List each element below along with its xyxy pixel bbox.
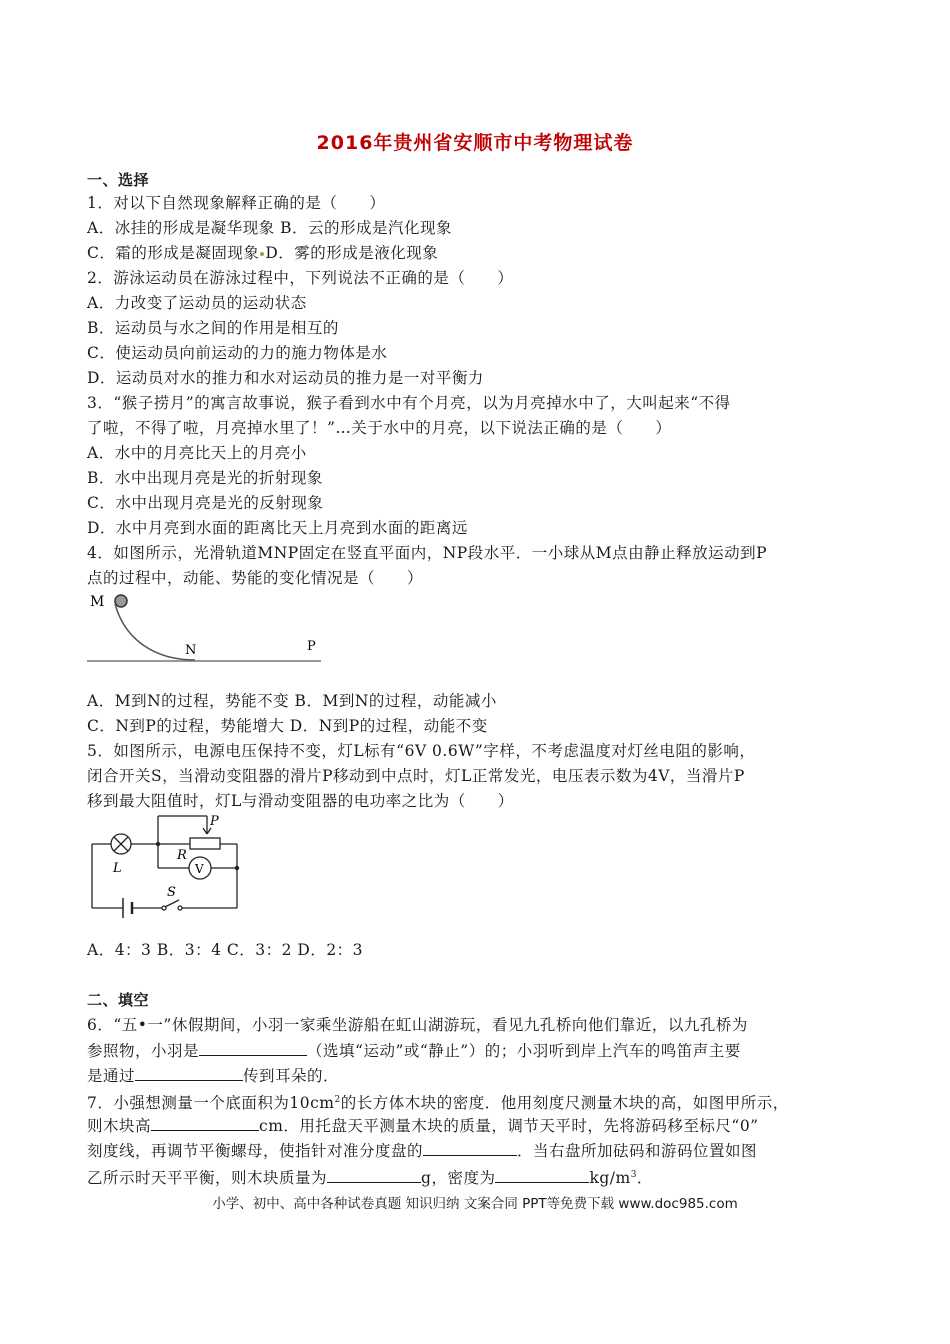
q1-stem: 1．对以下自然现象解释正确的是（ ） — [87, 194, 386, 212]
q7-answer-blank-density[interactable] — [495, 1167, 589, 1183]
q6-line2 — [87, 1040, 741, 1061]
q6-text: 传到耳朵的． — [243, 1067, 340, 1085]
q7-answer-blank-pointer[interactable] — [423, 1140, 517, 1156]
q6-line3 — [87, 1065, 339, 1086]
q1-option-c: C．霜的形成是凝固现象 — [87, 244, 260, 262]
q6-text: 参照物，小羽是 — [87, 1042, 200, 1060]
q7-answer-blank-height[interactable] — [151, 1115, 259, 1131]
q7-text: g，密度为 — [421, 1169, 496, 1188]
section-heading-choice: 一、选择 — [87, 171, 150, 189]
q5-options: A．4：3 B．3：4 C．3：2 D．2：3 — [87, 941, 364, 959]
track-diagram — [85, 590, 325, 665]
q7-text: ． — [636, 1169, 653, 1188]
curved-track — [115, 604, 195, 660]
q7-text: 则木块高 — [87, 1117, 152, 1135]
q3-option-a: A．水中的月亮比天上的月亮小 — [87, 444, 307, 462]
q3-stem-line2: 了啦，不得了啦，月亮掉水里了！”…关于水中的月亮，以下说法正确的是（ ） — [87, 419, 672, 437]
q7-line3 — [87, 1140, 757, 1161]
junction-dot — [235, 866, 239, 870]
q7-text: cm．用托盘天平测量木块的质量，调节天平时，先将游码移至标尺“0” — [259, 1117, 759, 1135]
label-m: M — [90, 594, 105, 610]
label-n: N — [185, 643, 197, 658]
q7-text: 乙所示时天平平衡，则木块质量为 — [87, 1169, 328, 1188]
label-v: V — [195, 862, 204, 876]
label-s: S — [167, 885, 176, 900]
page-footer: 小学、初中、高中各种试卷真题 知识归纳 文案合同 PPT等免费下载 www.doc985.com — [212, 1196, 738, 1212]
q2-option-c: C．使运动员向前运动的力的施力物体是水 — [87, 344, 388, 362]
q5-stem-line2: 闭合开关S，当滑动变阻器的滑片P移动到中点时，灯L正常发光，电压表示数为4V，当滑片P — [87, 767, 745, 785]
q6-text: 是通过 — [87, 1067, 136, 1085]
q3-stem-line1: 3．“猴子捞月”的寓言故事说，猴子看到水中有个月亮，以为月亮掉水中了，大叫起来“不得 — [87, 394, 731, 412]
label-p: P — [210, 814, 219, 829]
q7-text: 刻度线，再调节平衡螺母，使指针对准分度盘的 — [87, 1142, 424, 1160]
q7-line1 — [87, 1090, 789, 1113]
circuit-diagram — [85, 812, 250, 922]
q7-text: kg/m — [589, 1169, 631, 1188]
q3-option-c: C．水中出现月亮是光的反射现象 — [87, 494, 324, 512]
q2-option-b: B．运动员与水之间的作用是相互的 — [87, 319, 339, 337]
q5-stem-line1: 5．如图所示，电源电压保持不变，灯L标有“6V 0.6W”字样，不考虑温度对灯丝电阻的影响， — [87, 742, 756, 760]
label-r: R — [177, 848, 187, 863]
label-l: L — [113, 861, 122, 876]
q6-answer-blank-2[interactable] — [135, 1065, 243, 1081]
q1-options-ab: A．冰挂的形成是凝华现象 B．云的形成是汽化现象 — [87, 219, 453, 237]
switch-icon — [162, 900, 182, 910]
rheostat-icon — [190, 838, 220, 849]
q6-text: （选填“运动”或“静止”）的；小羽听到岸上汽车的鸣笛声主要 — [307, 1042, 741, 1060]
superscript: 3 — [630, 1170, 637, 1180]
q3-option-d: D．水中月亮到水面的距离比天上月亮到水面的距离远 — [87, 519, 468, 537]
q1-options-cd — [87, 243, 438, 263]
q4-stem-line2: 点的过程中，动能、势能的变化情况是（ ） — [87, 569, 424, 587]
q6-line1: 6．“五•一”休假期间，小羽一家乘坐游船在虹山湖游玩，看见九孔桥向他们靠近，以九孔桥为 — [87, 1016, 748, 1034]
q3-option-b: B．水中出现月亮是光的折射现象 — [87, 469, 323, 487]
q2-stem: 2．游泳运动员在游泳过程中，下列说法不正确的是（ ） — [87, 269, 514, 287]
q7-line2 — [87, 1115, 759, 1136]
q7-line4 — [87, 1165, 653, 1188]
superscript: 2 — [334, 1095, 341, 1105]
ball-icon — [115, 595, 127, 607]
stray-dot — [260, 252, 264, 256]
q6-answer-blank-1[interactable] — [199, 1040, 307, 1056]
q4-stem-line1: 4．如图所示，光滑轨道MNP固定在竖直平面内，NP段水平．一小球从M点由静止释放运动到P — [87, 544, 768, 562]
q5-stem-line3: 移到最大阻值时，灯L与滑动变阻器的电功率之比为（ ） — [87, 792, 514, 810]
lamp-icon — [111, 834, 131, 854]
q7-answer-blank-mass[interactable] — [327, 1167, 421, 1183]
q2-option-d: D．运动员对水的推力和水对运动员的推力是一对平衡力 — [87, 369, 484, 387]
q1-option-d: D．雾的形成是液化现象 — [265, 244, 439, 262]
q4-options-cd: C．N到P的过程，势能增大 D．N到P的过程，动能不变 — [87, 717, 488, 735]
label-p: P — [307, 639, 316, 654]
junction-dot — [156, 842, 160, 846]
battery-icon — [123, 898, 132, 918]
q7-text: ．当右盘所加砝码和游码位置如图 — [517, 1142, 758, 1160]
page-title: 2016年贵州省安顺市中考物理试卷 — [316, 132, 634, 154]
section-heading-fill: 二、填空 — [87, 991, 150, 1009]
q7-text: 7．小强想测量一个底面积为10cm — [87, 1094, 335, 1113]
q7-text: 的长方体木块的密度．他用刻度尺测量木块的高，如图甲所示， — [340, 1094, 789, 1113]
q2-option-a: A．力改变了运动员的运动状态 — [87, 294, 307, 312]
q4-options-ab: A．M到N的过程，势能不变 B．M到N的过程，动能减小 — [87, 692, 497, 710]
